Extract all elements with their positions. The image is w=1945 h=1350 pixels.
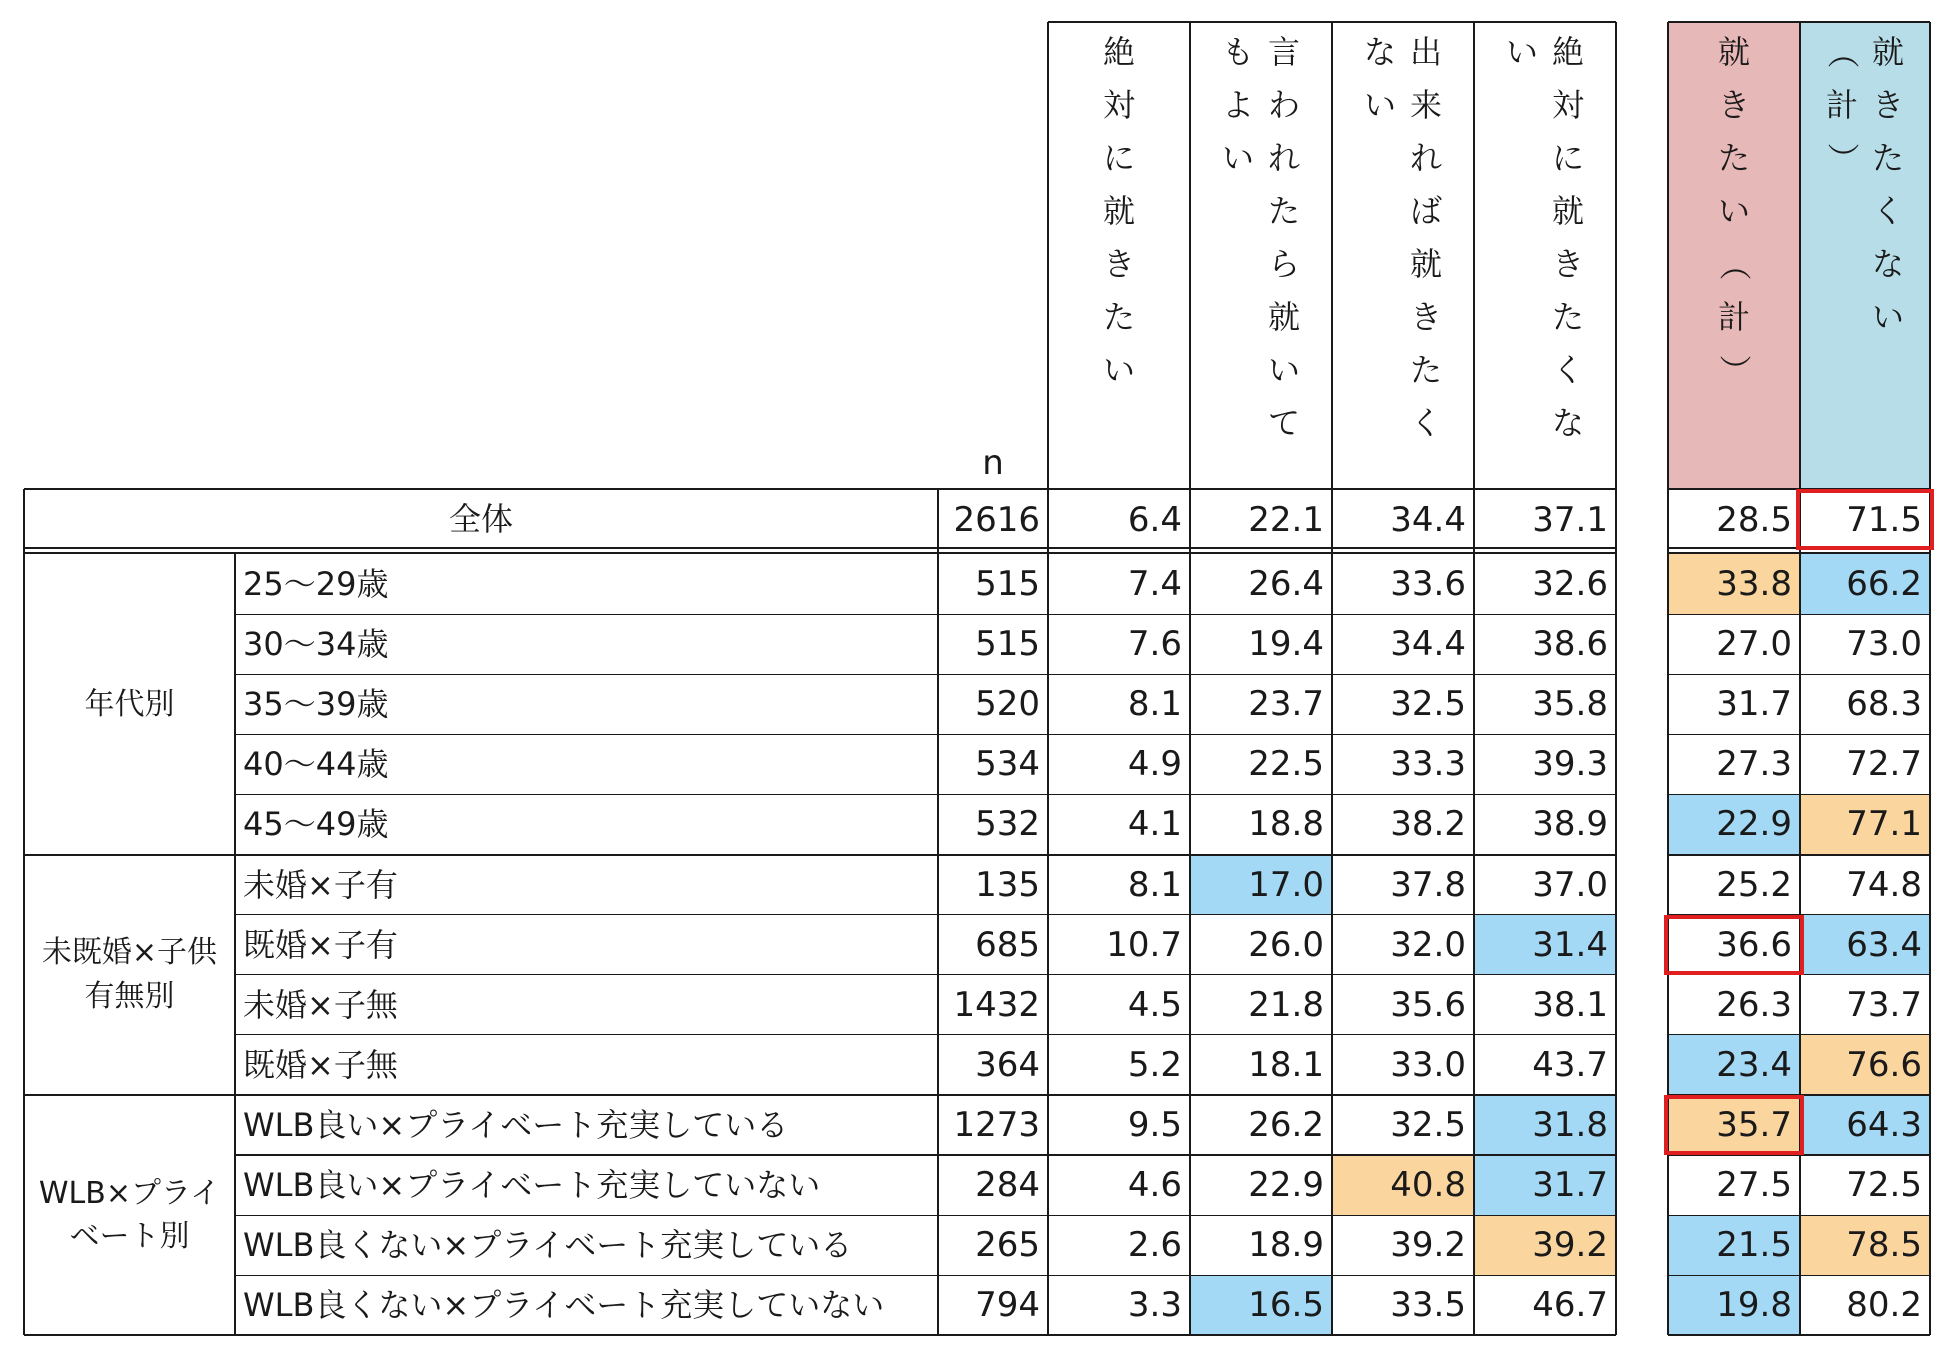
row-label: 既婚×子無 [243,1045,398,1084]
value-e: 31.7 [1716,684,1792,725]
grid-line-h [235,794,1616,795]
column-header-f [1800,26,1930,485]
value-e: 25.2 [1716,864,1792,905]
total-value-e: 28.5 [1716,499,1792,540]
value-e: 27.3 [1716,744,1792,785]
value-c: 32.5 [1390,684,1466,725]
grid-line-h [235,1275,1616,1276]
value-a: 8.1 [1127,684,1182,725]
value-b: 18.1 [1248,1044,1324,1085]
total-value-d: 37.1 [1532,499,1608,540]
grid-line-v [234,554,236,1335]
grid-line-h [1668,1215,1930,1216]
value-e: 21.5 [1668,1215,1800,1275]
column-header-e [1668,26,1800,485]
value-c: 33.3 [1390,744,1466,785]
row-n: 534 [975,744,1040,785]
group-label: 年代別 [84,686,175,722]
value-f: 64.3 [1800,1095,1930,1155]
column-header-d [1474,26,1616,485]
column-header-line: な い [1363,33,1396,124]
value-b: 26.0 [1248,924,1324,965]
column-header-line: 絶 対 に 就 き た く な [1552,33,1585,442]
value-e: 33.8 [1668,554,1800,614]
column-header-line: 出 来 れ ば 就 き た く [1410,33,1443,442]
row-label: 未婚×子有 [243,865,398,904]
value-b: 26.2 [1248,1104,1324,1145]
value-f: 72.7 [1846,744,1922,785]
value-f: 73.0 [1846,624,1922,665]
value-b: 18.9 [1248,1225,1324,1266]
grid-line-v [1473,22,1475,1335]
grid-line-h [24,854,1616,856]
column-header-line: も よ い [1221,33,1254,177]
grid-line-v [1331,22,1333,1335]
grid-line-h [235,674,1616,675]
column-header-line: 言 わ れ た ら 就 い て [1268,33,1301,442]
grid-line-h [235,1215,1616,1216]
value-f: 66.2 [1800,554,1930,614]
value-e: 36.6 [1716,924,1792,965]
value-d: 31.7 [1474,1155,1616,1215]
value-a: 5.2 [1127,1044,1182,1085]
value-f: 73.7 [1846,984,1922,1025]
value-d: 38.9 [1532,804,1608,845]
grid-line-h [1668,794,1930,795]
value-f: 77.1 [1800,794,1930,854]
column-header-line: 就 き た く な い [1872,33,1905,336]
value-e: 27.0 [1716,624,1792,665]
grid-line-h [1668,1334,1930,1336]
value-d: 31.4 [1474,915,1616,975]
value-e: 19.8 [1668,1275,1800,1335]
value-a: 10.7 [1106,924,1182,965]
value-a: 8.1 [1127,864,1182,905]
total-value-c: 34.4 [1390,499,1466,540]
grid-line-h [235,1154,1616,1155]
grid-line-h [1668,854,1930,856]
group-label: WLB×プライベート別 [38,1175,221,1255]
grid-line-h [1668,1034,1930,1035]
grid-line-v [1929,22,1931,1335]
grid-line-h [1668,1275,1930,1276]
row-label: 30～34歳 [243,625,389,664]
group-label: 未既婚×子供有無別 [41,935,218,1014]
value-b: 22.5 [1248,744,1324,785]
grid-line-h [235,974,1616,975]
column-header-b [1190,26,1332,485]
row-label: 40～44歳 [243,745,389,784]
grid-line-h [1668,674,1930,675]
grid-line-v [23,489,25,1335]
row-n: 135 [975,864,1040,905]
value-f: 63.4 [1800,915,1930,975]
value-a: 4.5 [1127,984,1182,1025]
value-a: 9.5 [1127,1104,1182,1145]
value-d: 37.0 [1532,864,1608,905]
highlight-outline [1664,1095,1804,1155]
value-b: 21.8 [1248,984,1324,1025]
row-n: 515 [975,564,1040,605]
row-label: WLB良い×プライベート充実していない [243,1166,821,1205]
value-a: 7.4 [1127,564,1182,605]
value-f: 80.2 [1846,1285,1922,1326]
value-f: 68.3 [1846,684,1922,725]
row-n: 1273 [953,1104,1040,1145]
grid-line-v [1189,22,1191,1335]
value-c: 34.4 [1390,624,1466,665]
value-c: 33.5 [1390,1285,1466,1326]
value-c: 33.6 [1390,564,1466,605]
grid-line-v [937,489,939,1335]
total-value-b: 22.1 [1248,499,1324,540]
row-label: 45～49歳 [243,805,389,844]
value-d: 43.7 [1532,1044,1608,1085]
row-n: 284 [975,1165,1040,1206]
grid-line-h [24,1094,1616,1096]
value-d: 31.8 [1474,1095,1616,1155]
row-n: 685 [975,924,1040,965]
grid-line-v [1047,22,1049,1335]
value-a: 3.3 [1127,1285,1182,1326]
value-a: 4.1 [1127,804,1182,845]
row-label: 未婚×子無 [243,985,398,1024]
column-header-line: （ 計 ） [1823,36,1862,175]
highlight-outline [1796,489,1934,550]
row-n: 364 [975,1044,1040,1085]
value-c: 32.5 [1390,1104,1466,1145]
grid-line-h [235,914,1616,915]
total-n: 2616 [953,499,1040,540]
value-c: 33.0 [1390,1044,1466,1085]
value-d: 38.1 [1532,984,1608,1025]
grid-line-h [1668,734,1930,735]
value-b: 22.9 [1248,1165,1324,1206]
value-e: 23.4 [1668,1035,1800,1095]
row-n: 265 [975,1225,1040,1266]
value-d: 39.2 [1474,1215,1616,1275]
row-label: WLB良い×プライベート充実している [243,1105,789,1144]
value-d: 32.6 [1532,564,1608,605]
value-b: 18.8 [1248,804,1324,845]
value-b: 19.4 [1248,624,1324,665]
grid-line-h [24,547,1616,549]
value-c: 35.6 [1390,984,1466,1025]
grid-line-h [235,614,1616,615]
value-c: 32.0 [1390,924,1466,965]
column-header-c [1332,26,1474,485]
value-a: 4.9 [1127,744,1182,785]
value-e: 26.3 [1716,984,1792,1025]
value-c: 39.2 [1390,1225,1466,1266]
row-n: 532 [975,804,1040,845]
grid-line-h [1668,614,1930,615]
row-n: 794 [975,1285,1040,1326]
row-label: 既婚×子有 [243,925,398,964]
highlight-outline [1664,915,1804,975]
grid-line-h [24,488,1616,490]
value-c: 40.8 [1332,1155,1474,1215]
value-b: 16.5 [1190,1275,1332,1335]
total-value-f: 71.5 [1846,499,1922,540]
grid-line-v [1615,22,1617,1335]
row-label: WLB良くない×プライベート充実している [243,1226,853,1265]
column-header-a [1048,26,1190,485]
row-n: 1432 [953,984,1040,1025]
row-n: 520 [975,684,1040,725]
grid-line-h [24,552,1616,554]
value-e: 27.5 [1716,1165,1792,1206]
n-header: n [982,443,1004,483]
total-label: 全体 [448,500,513,539]
value-d: 39.3 [1532,744,1608,785]
row-label: 35～39歳 [243,685,389,724]
value-d: 35.8 [1532,684,1608,725]
grid-line-h [235,734,1616,735]
value-e: 22.9 [1668,794,1800,854]
column-header-line: 就 き た い （ 計 ） [1715,33,1754,387]
value-c: 37.8 [1390,864,1466,905]
total-value-a: 6.4 [1127,499,1182,540]
value-a: 7.6 [1127,624,1182,665]
row-label: 25～29歳 [243,565,389,604]
value-b: 23.7 [1248,684,1324,725]
value-d: 38.6 [1532,624,1608,665]
value-f: 76.6 [1800,1035,1930,1095]
column-header-line: い [1505,33,1538,71]
value-f: 74.8 [1846,864,1922,905]
value-d: 46.7 [1532,1285,1608,1326]
grid-line-h [1668,552,1930,554]
value-a: 4.6 [1127,1165,1182,1206]
grid-line-h [24,1334,1616,1336]
value-b: 26.4 [1248,564,1324,605]
value-f: 78.5 [1800,1215,1930,1275]
row-n: 515 [975,624,1040,665]
grid-line-h [235,1034,1616,1035]
value-c: 38.2 [1390,804,1466,845]
row-label: WLB良くない×プライベート充実していない [243,1286,885,1325]
column-header-line: 絶 対 に 就 き た い [1102,33,1135,389]
value-a: 2.6 [1127,1225,1182,1266]
value-f: 72.5 [1846,1165,1922,1206]
value-b: 17.0 [1190,855,1332,915]
value-e: 35.7 [1668,1095,1800,1155]
